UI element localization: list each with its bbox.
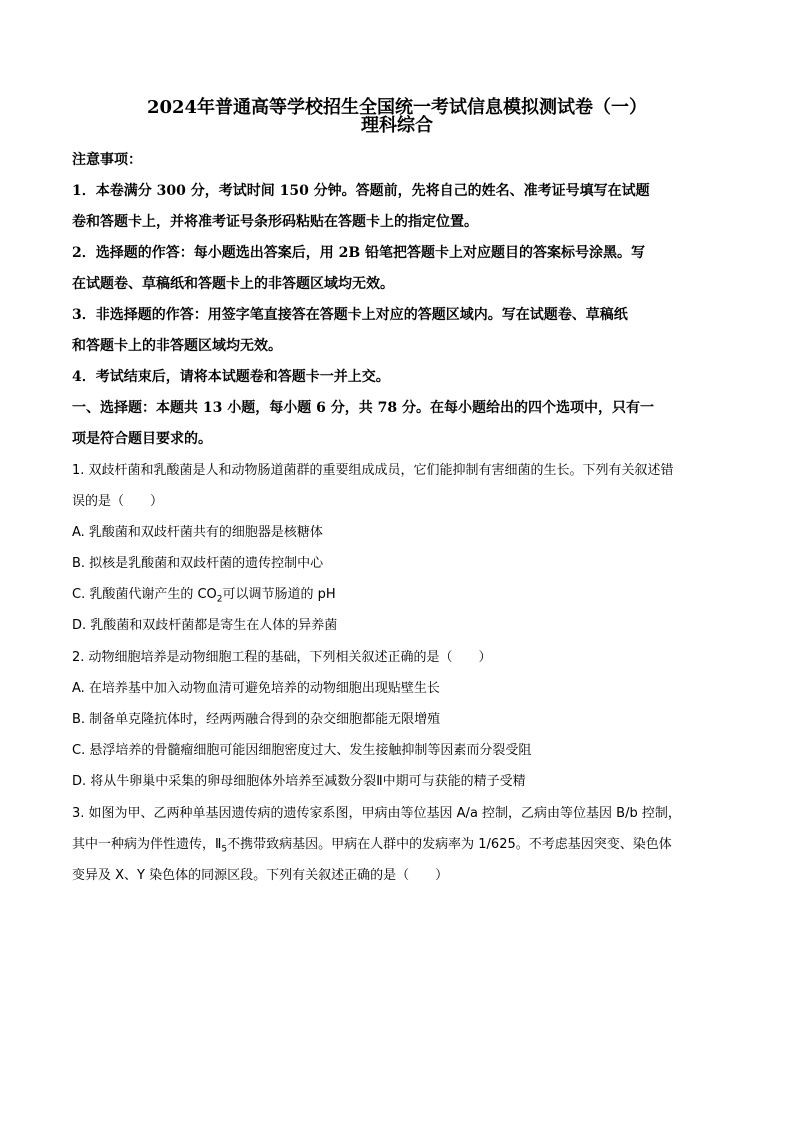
note-4-line-1: 4．考试结束后，请将本试题卷和答题卡一并上交。 [72,369,390,385]
q3-stem-line-2-text-end: 不携带致病基因。甲病在人群中的发病率为 1/625。不考虑基因突变、染色体 [227,837,672,852]
q1-option-c-subscript: 2 [216,594,223,605]
q2-stem: 2. 动物细胞培养是动物细胞工程的基础，下列相关叙述正确的是（ ） [72,650,492,665]
note-1-line-2: 卷和答题卡上，并将准考证号条形码粘贴在答题卡上的指定位置。 [72,214,478,230]
note-2-line-2: 在试题卷、草稿纸和答题卡上的非答题区域均无效。 [72,276,394,292]
q1-stem-line-2: 误的是（ ） [72,494,164,509]
exam-subtitle: 理科综合 [361,115,433,136]
q2-option-c: C. 悬浮培养的骨髓瘤细胞可能因细胞密度过大、发生接触抑制等因素而分裂受阻 [72,743,532,758]
q1-option-a: A. 乳酸菌和双歧杆菌共有的细胞器是核糖体 [72,525,323,540]
q3-stem-line-2-subscript: 5 [221,844,228,855]
q2-option-a: A. 在培养基中加入动物血清可避免培养的动物细胞出现贴壁生长 [72,681,440,696]
section-1-heading-line-1: 一、选择题：本题共 13 小题，每小题 6 分，共 78 分。在每小题给出的四个选项中，只有一 [72,400,654,416]
q3-stem-line-3: 变异及 X、Y 染色体的同源区段。下列有关叙述正确的是（ ） [72,868,449,883]
note-2-line-1: 2．选择题的作答：每小题选出答案后，用 2B 铅笔把答题卡上对应题目的答案标号涂黑。写 [72,245,646,261]
q3-stem-line-1: 3. 如图为甲、乙两种单基因遗传病的遗传家系图，甲病由等位基因 A/a 控制，乙病由等位基因 B/b 控制， [72,806,681,821]
q2-option-d: D. 将从牛卵巢中采集的卵母细胞体外培养至减数分裂Ⅱ中期可与获能的精子受精 [72,774,526,789]
q3-stem-line-2 [72,835,672,855]
q1-option-d: D. 乳酸菌和双歧杆菌都是寄生在人体的异养菌 [72,618,338,633]
q3-stem-line-2-text: 其中一种病为伴性遗传，Ⅱ [72,837,222,852]
note-1-line-1: 1．本卷满分 300 分，考试时间 150 分钟。答题前，先将自己的姓名、准考证号填写在试题 [72,183,650,199]
note-3-line-1: 3．非选择题的作答：用签字笔直接答在答题卡上对应的答题区域内。写在试题卷、草稿纸 [72,307,628,323]
q1-option-c [72,585,336,605]
q1-option-c-text: C. 乳酸菌代谢产生的 CO [72,587,217,602]
exam-title: 2024年普通高等学校招生全国统一考试信息模拟测试卷（一） [146,97,648,118]
section-1-heading-line-2: 项是符合题目要求的。 [72,431,212,447]
note-3-line-2: 和答题卡上的非答题区域均无效。 [72,338,282,354]
notes-heading: 注意事项： [72,152,142,168]
q1-stem-line-1: 1. 双歧杆菌和乳酸菌是人和动物肠道菌群的重要组成成员，它们能抑制有害细菌的生长。下列有关叙述错 [72,463,674,478]
q1-option-c-text-end: 可以调节肠道的 pH [222,587,336,602]
q2-option-b: B. 制备单克隆抗体时，经两两融合得到的杂交细胞都能无限增殖 [72,712,441,727]
q1-option-b: B. 拟核是乳酸菌和双歧杆菌的遗传控制中心 [72,556,324,571]
